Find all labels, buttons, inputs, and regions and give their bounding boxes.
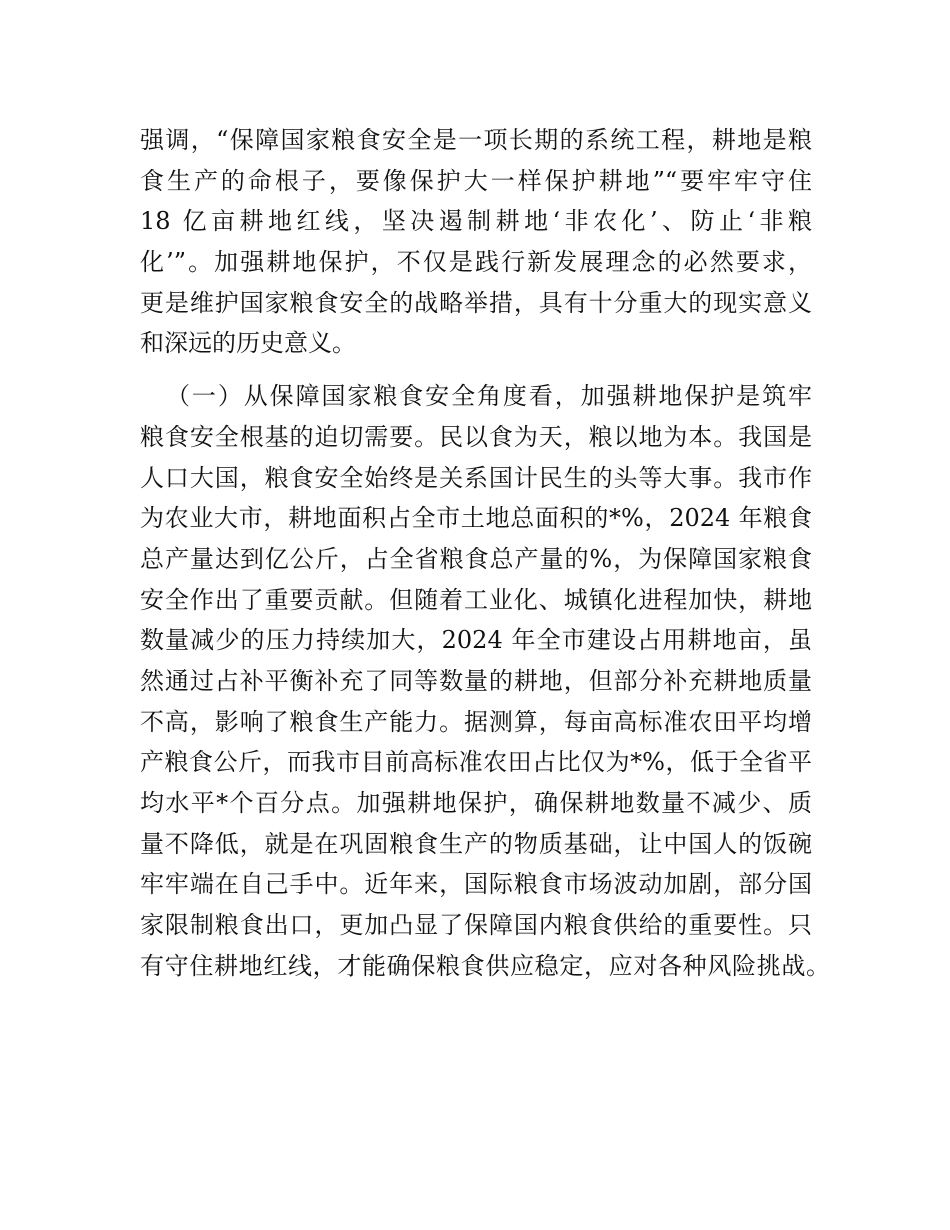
text-line: 粮食安全根基的迫切需要。民以食为天，粮以地为本。我国是 bbox=[140, 422, 812, 451]
text-line: 数量减少的压力持续加大，2024 年全市建设占用耕地亩，虽 bbox=[140, 626, 812, 655]
text-line: 和深远的历史意义。 bbox=[140, 329, 356, 358]
text-line: 18 亿亩耕地红线，坚决遏制耕地‘非农化’、防止‘非粮 bbox=[140, 207, 812, 236]
section-heading-line: （一）从保障国家粮食安全角度看，加强耕地保护是筑牢 bbox=[166, 382, 812, 411]
text-line: 安全作出了重要贡献。但随着工业化、城镇化进程加快，耕地 bbox=[140, 585, 812, 614]
text-line: 然通过占补平衡补充了同等数量的耕地，但部分补充耕地质量 bbox=[140, 666, 812, 695]
text-line: 化’”。加强耕地保护，不仅是践行新发展理念的必然要求， bbox=[140, 248, 812, 277]
text-line: 为农业大市，耕地面积占全市土地总面积的*%，2024 年粮食 bbox=[140, 504, 812, 533]
text-line: 有守住耕地红线，才能确保粮食供应稳定，应对各种风险挑战。 bbox=[140, 951, 830, 980]
text-line: 均水平*个百分点。加强耕地保护，确保耕地数量不减少、质 bbox=[140, 789, 812, 817]
paragraph-section-1 bbox=[140, 376, 830, 986]
text-line: 人口大国，粮食安全始终是关系国计民生的头等大事。我市作 bbox=[140, 463, 812, 492]
text-line: 强调，“保障国家粮食安全是一项长期的系统工程，耕地是粮 bbox=[140, 126, 812, 154]
text-line: 牢牢端在自己手中。近年来，国际粮食市场波动加剧，部分国 bbox=[140, 870, 812, 899]
text-line: 量不降低，就是在巩固粮食生产的物质基础，让中国人的饭碗 bbox=[140, 829, 812, 858]
text-line: 产粮食公斤，而我市目前高标准农田占比仅为*%，低于全省平 bbox=[140, 748, 812, 777]
paragraph-intro bbox=[140, 120, 812, 364]
text-line: 家限制粮食出口，更加凸显了保障国内粮食供给的重要性。只 bbox=[140, 911, 812, 940]
text-line: 不高，影响了粮食生产能力。据测算，每亩高标准农田平均增 bbox=[140, 707, 812, 736]
text-line: 更是维护国家粮食安全的战略举措，具有十分重大的现实意义 bbox=[140, 288, 812, 317]
document-body bbox=[140, 120, 830, 986]
text-line: 食生产的命根子，要像保护大一样保护耕地”“要牢牢守住 bbox=[140, 166, 812, 195]
text-line: 总产量达到亿公斤，占全省粮食总产量的%，为保障国家粮食 bbox=[140, 544, 812, 573]
